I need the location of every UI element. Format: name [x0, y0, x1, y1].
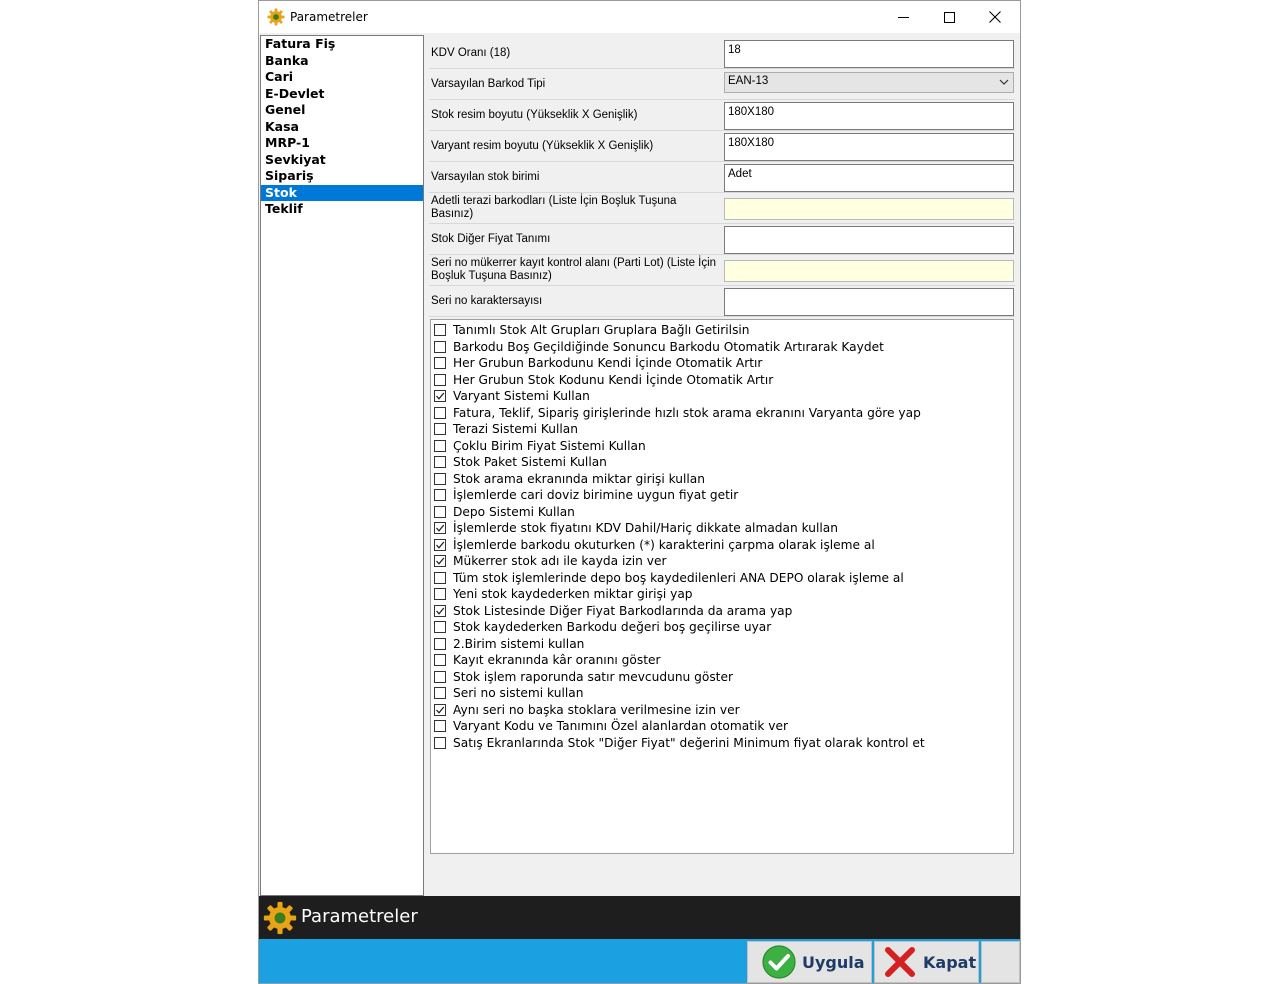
checkbox[interactable] [434, 522, 446, 534]
param-label: Adetli terazi barkodları (Liste İçin Boşluk Tuşuna Basınız) [431, 195, 677, 220]
checkbox[interactable] [434, 489, 446, 501]
sidebar-item-teklif[interactable]: Teklif [265, 201, 303, 216]
checkbox-row[interactable] [431, 685, 1013, 702]
checkbox-label: Barkodu Boş Geçildiğinde Sonuncu Barkodu Otomatik Artırarak Kaydet [453, 339, 884, 354]
checkbox-row[interactable] [431, 471, 1013, 488]
checkbox-label: Çoklu Birim Fiyat Sistemi Kullan [453, 438, 646, 453]
checkmark-icon [435, 540, 445, 550]
checkbox-row[interactable] [431, 487, 1013, 504]
checkbox-label: Stok kaydederken Barkodu değeri boş geçilirse uyar [453, 620, 772, 635]
checkmark-icon [435, 391, 445, 401]
param-label: Varsayılan Barkod Tipi [431, 77, 546, 90]
param-row [429, 162, 1015, 193]
checkbox-row[interactable] [431, 636, 1013, 653]
checkbox-row[interactable] [431, 735, 1013, 752]
checkbox-row[interactable] [431, 603, 1013, 620]
checkbox-label: Her Grubun Barkodunu Kendi İçinde Otomatik Artır [453, 356, 763, 371]
parameters-window [258, 0, 1021, 984]
param-input[interactable] [724, 260, 1014, 282]
sidebar-item-kasa[interactable]: Kasa [265, 118, 299, 134]
checkbox-row[interactable] [431, 421, 1013, 438]
checkbox[interactable] [434, 357, 446, 369]
close-icon [989, 11, 1001, 23]
close-window-button[interactable] [972, 1, 1018, 33]
footer-title: Parametreler [301, 906, 418, 927]
checkbox-label: Terazi Sistemi Kullan [453, 422, 578, 437]
checkbox[interactable] [434, 671, 446, 683]
checkbox[interactable] [434, 390, 446, 402]
checkbox-row[interactable] [431, 388, 1013, 405]
checkbox-label: Aynı seri no başka stoklara verilmesine izin ver [453, 702, 740, 717]
checkbox-row[interactable] [431, 619, 1013, 636]
checkbox[interactable] [434, 374, 446, 386]
checkbox-label: Varyant Sistemi Kullan [453, 389, 590, 404]
param-label: Stok Diğer Fiyat Tanımı [431, 232, 551, 245]
sidebar-item-cari[interactable]: Cari [265, 69, 294, 84]
red-x-icon [883, 945, 917, 979]
checkbox-row[interactable] [431, 553, 1013, 570]
checkbox-label: Varyant Kodu ve Tanımını Özel alanlardan otomatik ver [453, 719, 789, 734]
checkbox-label: Seri no sistemi kullan [453, 686, 584, 701]
category-list [260, 35, 424, 896]
checkbox[interactable] [434, 720, 446, 732]
checkbox-row[interactable] [431, 504, 1013, 521]
checkbox[interactable] [434, 440, 446, 452]
param-row [429, 100, 1015, 131]
chevron-down-icon [999, 77, 1009, 87]
sidebar-item-banka[interactable]: Banka [265, 52, 309, 68]
checkbox[interactable] [434, 324, 446, 336]
sidebar-item-genel[interactable]: Genel [265, 102, 306, 117]
window-title: Parametreler [290, 10, 368, 24]
checkbox[interactable] [434, 704, 446, 716]
param-row [429, 255, 1015, 286]
param-row [429, 224, 1015, 255]
checkbox[interactable] [434, 737, 446, 749]
checkbox-row[interactable] [431, 537, 1013, 554]
checkbox-label: Fatura, Teklif, Sipariş girişlerinde hızlı stok arama ekranını Varyanta göre yap [453, 405, 921, 420]
checkbox-row[interactable] [431, 718, 1013, 735]
check-circle-icon [762, 945, 796, 979]
param-select[interactable] [724, 72, 1014, 93]
checkbox[interactable] [434, 621, 446, 633]
param-input[interactable]: 180X180 [724, 133, 1014, 161]
checkbox[interactable] [434, 588, 446, 600]
checkbox-row[interactable] [431, 372, 1013, 389]
param-label: Seri no karaktersayısı [431, 294, 543, 307]
footer-title-bar [259, 896, 1020, 939]
checkbox-label: Stok Paket Sistemi Kullan [453, 455, 607, 470]
checkbox-row[interactable] [431, 702, 1013, 719]
param-label: Varyant resim boyutu (Yükseklik X Genişlik) [431, 139, 654, 152]
checkbox[interactable] [434, 638, 446, 650]
checkbox[interactable] [434, 456, 446, 468]
checkmark-icon [435, 705, 445, 715]
checkbox-label: 2.Birim sistemi kullan [453, 636, 585, 651]
extra-button[interactable] [981, 941, 1020, 983]
param-input[interactable]: 18 [724, 40, 1014, 68]
close-button[interactable] [874, 941, 979, 983]
checkbox-row[interactable] [431, 339, 1013, 356]
checkbox-label: Depo Sistemi Kullan [453, 504, 575, 519]
apply-button-label: Uygula [802, 952, 865, 972]
checkbox-label: Her Grubun Stok Kodunu Kendi İçinde Otomatik Artır [453, 372, 774, 387]
param-row [429, 286, 1015, 317]
checkbox-row[interactable] [431, 355, 1013, 372]
checkbox-label: Tüm stok işlemlerinde depo boş kaydedilenleri ANA DEPO olarak işleme al [453, 570, 904, 585]
sidebar-item-stok[interactable]: Stok [261, 185, 423, 202]
checkbox[interactable] [434, 506, 446, 518]
title-bar [259, 1, 1020, 33]
param-row [429, 38, 1015, 69]
checkbox-row[interactable] [431, 669, 1013, 686]
maximize-icon [944, 12, 955, 23]
param-label: Seri no mükerrer kayıt kontrol alanı (Parti Lot) (Liste İçin Boşluk Tuşuna Basınız) [431, 257, 717, 282]
minimize-button[interactable] [880, 1, 926, 33]
sidebar-item-e-devlet[interactable]: E-Devlet [265, 85, 325, 101]
checkbox[interactable] [434, 341, 446, 353]
checkbox-row[interactable] [431, 322, 1013, 339]
checkbox-label: İşlemlerde stok fiyatını KDV Dahil/Hariç dikkate almadan kullan [453, 521, 838, 536]
footer-button-bar [259, 939, 1020, 983]
checkbox[interactable] [434, 572, 446, 584]
checkbox[interactable] [434, 539, 446, 551]
checkbox-row[interactable] [431, 438, 1013, 455]
checkbox-row[interactable] [431, 405, 1013, 422]
checkbox[interactable] [434, 654, 446, 666]
apply-button[interactable] [747, 941, 872, 983]
checkmark-icon [435, 523, 445, 533]
checkbox-label: Yeni stok kaydederken miktar girişi yap [453, 587, 693, 602]
sidebar-item-sipari-[interactable]: Sipariş [265, 168, 314, 183]
param-input[interactable]: 180X180 [724, 102, 1014, 130]
checkbox-label: Tanımlı Stok Alt Grupları Gruplara Bağlı Getirilsin [453, 323, 750, 338]
param-input[interactable]: Adet [724, 164, 1014, 192]
param-label: Stok resim boyutu (Yükseklik X Genişlik) [431, 108, 638, 121]
param-label: Varsayılan stok birimi [431, 170, 540, 183]
checkbox[interactable] [434, 407, 446, 419]
checkbox-label: Kayıt ekranında kâr oranını göster [453, 653, 661, 668]
param-row [429, 131, 1015, 162]
sidebar-item-fatura-fi-[interactable]: Fatura Fiş [265, 36, 336, 51]
checkbox-list [430, 319, 1014, 854]
stok-parameters-panel [427, 35, 1018, 896]
checkbox-row[interactable] [431, 570, 1013, 587]
minimize-icon [898, 12, 909, 23]
sidebar-item-mrp-1[interactable]: MRP-1 [265, 135, 310, 150]
checkbox-row[interactable] [431, 652, 1013, 669]
checkbox-label: Stok Listesinde Diğer Fiyat Barkodlarında da arama yap [453, 603, 793, 618]
param-label: KDV Oranı (18) [431, 46, 511, 59]
checkbox-label: Stok arama ekranında miktar girişi kullan [453, 471, 705, 486]
param-input[interactable] [724, 226, 1014, 254]
checkbox[interactable] [434, 423, 446, 435]
checkbox[interactable] [434, 687, 446, 699]
param-row [429, 193, 1015, 224]
param-input[interactable] [724, 288, 1014, 316]
checkbox-label: İşlemlerde cari doviz birimine uygun fiyat getir [453, 488, 739, 503]
checkbox-label: Satış Ekranlarında Stok "Diğer Fiyat" değerini Minimum fiyat olarak kontrol et [453, 735, 925, 750]
close-button-label: Kapat [923, 952, 977, 972]
checkbox-label: Stok işlem raporunda satır mevcudunu göster [453, 669, 733, 684]
checkbox-row[interactable] [431, 454, 1013, 471]
checkbox[interactable] [434, 605, 446, 617]
param-input[interactable] [724, 198, 1014, 220]
checkbox[interactable] [434, 555, 446, 567]
checkmark-icon [435, 606, 445, 616]
maximize-button[interactable] [926, 1, 972, 33]
gear-icon [267, 8, 285, 26]
checkbox[interactable] [434, 473, 446, 485]
checkbox-row[interactable] [431, 586, 1013, 603]
checkbox-label: İşlemlerde barkodu okuturken (*) karakterini çarpma olarak işleme al [453, 537, 875, 552]
checkbox-row[interactable] [431, 520, 1013, 537]
checkmark-icon [435, 556, 445, 566]
sidebar-item-sevkiyat[interactable]: Sevkiyat [265, 151, 326, 167]
checkbox-label: Mükerrer stok adı ile kayda izin ver [453, 554, 667, 569]
param-select-value: EAN-13 [728, 75, 769, 87]
gear-icon [263, 901, 297, 935]
param-row [429, 69, 1015, 100]
